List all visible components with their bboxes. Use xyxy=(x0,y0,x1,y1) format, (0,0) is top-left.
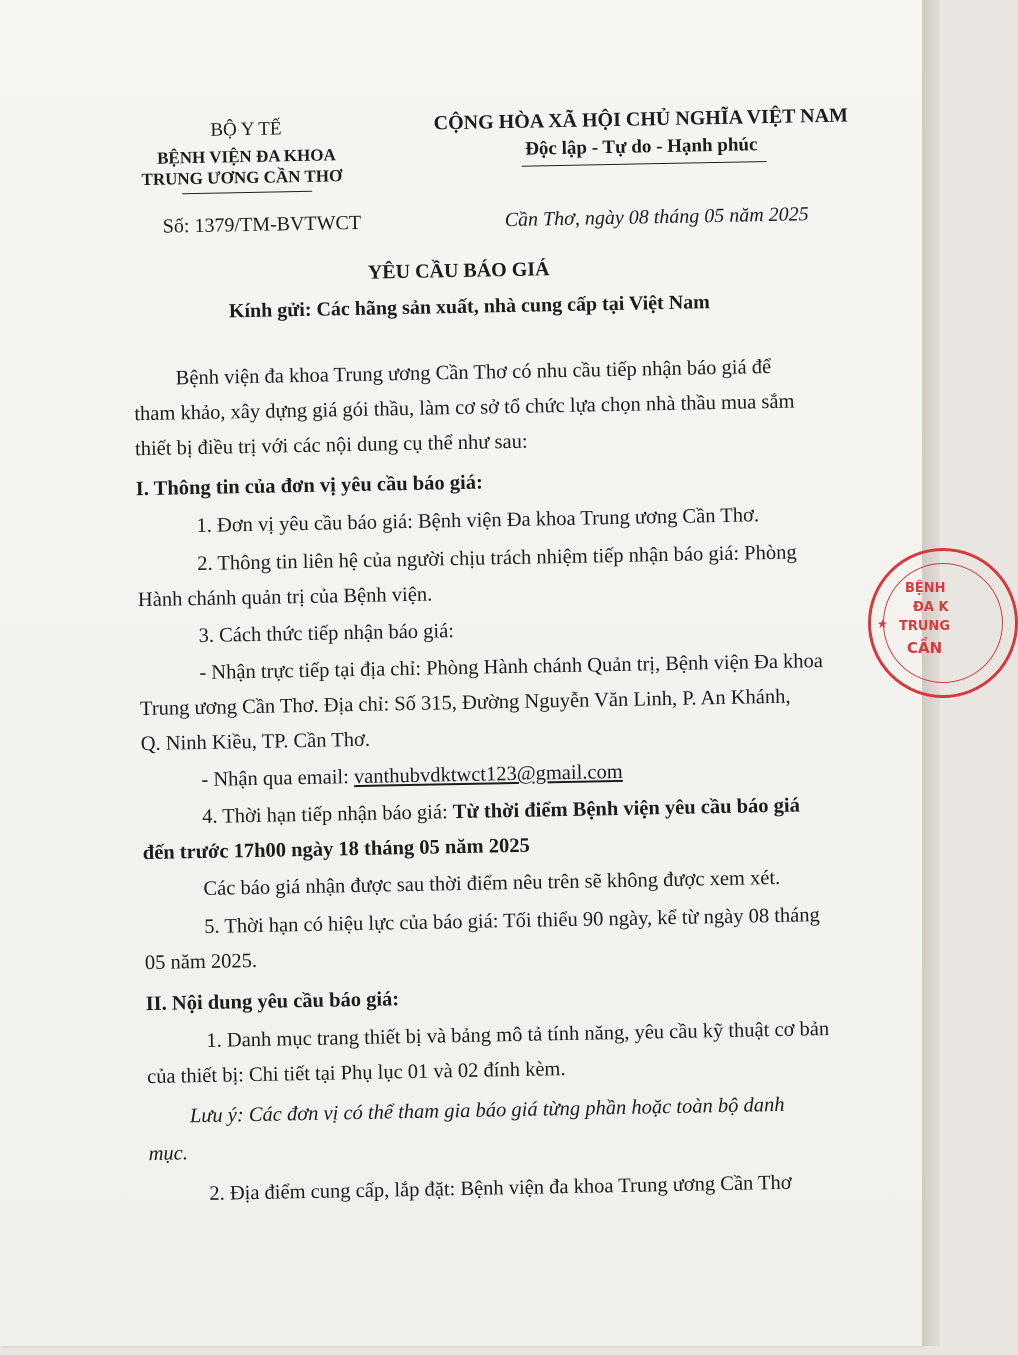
recipient-line: Kính gửi: Các hãng sản xuất, nhà cung cấp tại Việt Nam xyxy=(228,291,711,323)
nation-title: CỘNG HÒA XÃ HỘI CHỦ NGHĨA VIỆT NAM xyxy=(433,104,849,135)
nation-motto: Độc lập - Tự do - Hạnh phúc xyxy=(525,134,758,160)
section-2-item-1-line2: của thiết bị: Chi tiết tại Phụ lục 01 và 02 đính kèm. xyxy=(146,1058,566,1089)
item-3-email-line xyxy=(201,761,623,792)
document-number: Số: 1379/TM-BVTWCT xyxy=(162,211,362,238)
red-official-stamp xyxy=(868,548,1018,698)
item-4-note: Các báo giá nhận được sau thời điểm nêu trên sẽ không được xem xét. xyxy=(203,866,781,900)
intro-line-3: thiết bị điều trị với các nội dung cụ thể như sau: xyxy=(134,430,528,461)
section-2-item-2: 2. Địa điểm cung cấp, lắp đặt: Bệnh viện đa khoa Trung ương Cần Thơ xyxy=(209,1171,792,1205)
item-4-deadline-part1: Từ thời điểm Bệnh viện yêu cầu báo giá xyxy=(452,794,801,824)
section-1-item-5-line2: 05 năm 2025. xyxy=(144,949,258,975)
item-3-direct-line3: Q. Ninh Kiều, TP. Cần Thơ. xyxy=(140,728,371,756)
section-1-item-4-line1 xyxy=(202,795,800,829)
section-1-item-2-line1: 2. Thông tin liên hệ của người chịu trách nhiệm tiếp nhận báo giá: Phòng xyxy=(197,541,797,576)
intro-line-2: tham khảo, xây dựng giá gói thầu, làm cơ sở tổ chức lựa chọn nhà thầu mua sắm xyxy=(134,390,795,426)
item-4-prefix: 4. Thời hạn tiếp nhận báo giá: xyxy=(201,801,454,828)
note-line-1: Lưu ý: Các đơn vị có thể tham gia báo giá từng phần hoặc toàn bộ danh xyxy=(189,1093,785,1128)
section-1-item-1: 1. Đơn vị yêu cầu báo giá: Bệnh viện Đa khoa Trung ương Cần Thơ. xyxy=(196,504,760,538)
item-4-deadline-part2: đến trước 17h00 ngày 18 tháng 05 năm 2025 xyxy=(142,834,530,865)
section-2-heading: II. Nội dung yêu cầu báo giá: xyxy=(145,988,400,1016)
stamp-text-2: ĐA K xyxy=(913,600,949,615)
document-title: YÊU CẦU BÁO GIÁ xyxy=(367,258,550,284)
stamp-star-icon: ★ xyxy=(877,617,888,631)
section-2-item-1-line1: 1. Danh mục trang thiết bị và bảng mô tả tính năng, yêu cầu kỹ thuật cơ bản xyxy=(206,1017,830,1052)
hospital-name-line2: TRUNG ƯƠNG CẦN THƠ xyxy=(141,166,343,190)
note-line-2: mục. xyxy=(148,1142,189,1166)
place-and-date: Cần Thơ, ngày 08 tháng 05 năm 2025 xyxy=(504,203,809,232)
hospital-underline xyxy=(182,191,312,194)
item-3-direct-line1: - Nhận trực tiếp tại địa chỉ: Phòng Hành chánh Quản trị, Bệnh viện Đa khoa xyxy=(199,650,824,685)
ministry-name: BỘ Y TẾ xyxy=(210,118,282,141)
section-1-item-3: 3. Cách thức tiếp nhận báo giá: xyxy=(198,620,455,648)
motto-underline xyxy=(522,161,767,167)
hospital-name-line1: BỆNH VIỆN ĐA KHOA xyxy=(156,145,336,168)
section-1-item-2-line2: Hành chánh quản trị của Bệnh viện. xyxy=(137,583,433,612)
stamp-text-3: TRUNG xyxy=(899,619,950,634)
item-3-direct-line2: Trung ương Cần Thơ. Địa chỉ: Số 315, Đường Nguyễn Văn Linh, P. An Khánh, xyxy=(139,685,791,721)
intro-line-1: Bệnh viện đa khoa Trung ương Cần Thơ có nhu cầu tiếp nhận báo giá để xyxy=(175,355,772,390)
section-1-heading: I. Thông tin của đơn vị yêu cầu báo giá: xyxy=(135,471,483,501)
section-1-item-5-line1: 5. Thời hạn có hiệu lực của báo giá: Tối thiểu 90 ngày, kể từ ngày 08 tháng xyxy=(204,904,820,938)
email-link[interactable]: vanthubvdktwct123@gmail.com xyxy=(353,760,623,789)
email-prefix: - Nhận qua email: xyxy=(201,766,355,791)
stamp-text-1: BỆNH xyxy=(905,581,946,596)
stamp-text-4: CẦN xyxy=(907,639,943,657)
